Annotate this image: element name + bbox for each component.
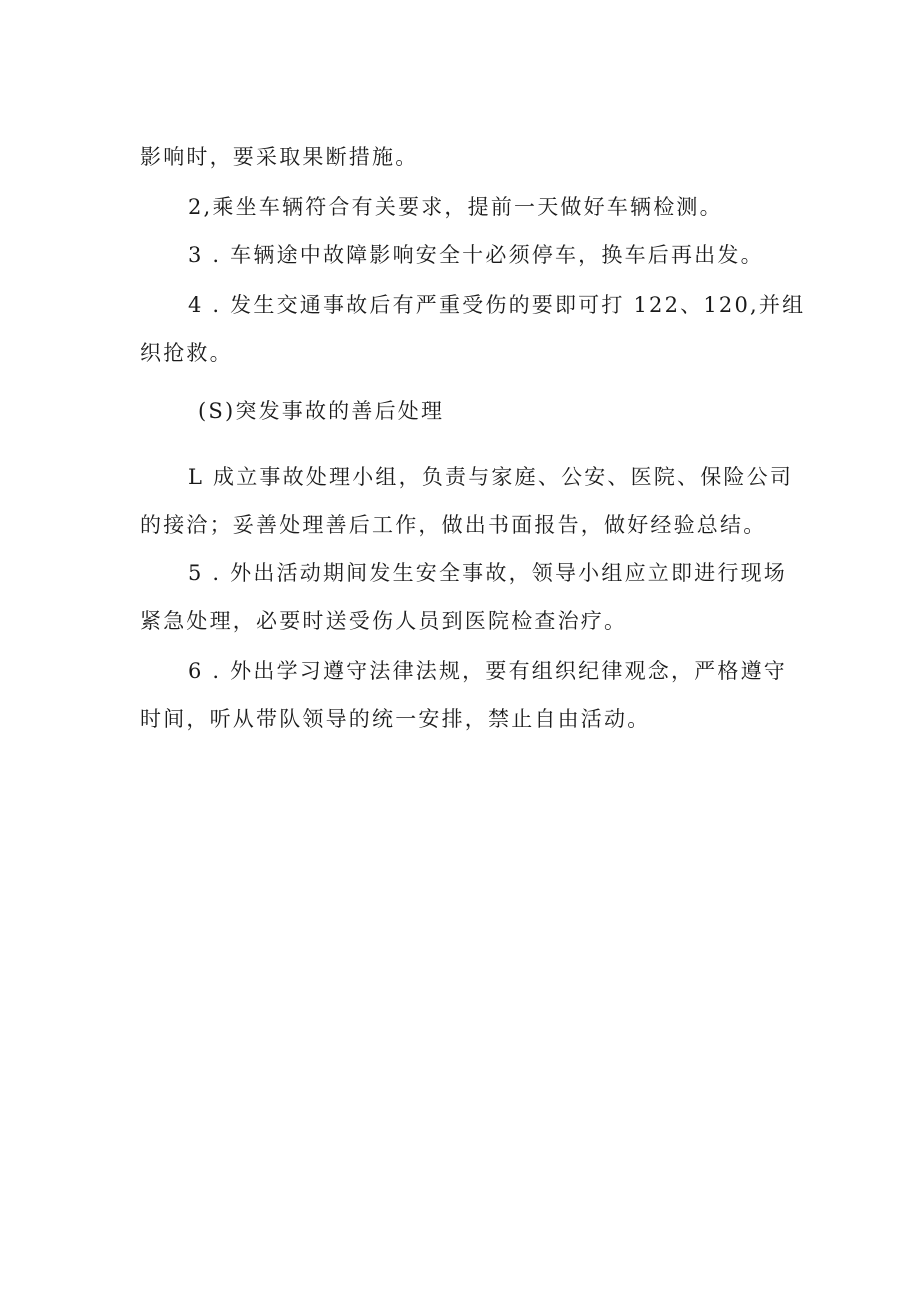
paragraph-line: 5 . 外出活动期间发生安全事故，领导小组应立即进行现场 bbox=[188, 561, 787, 585]
section-heading: (S)突发事故的善后处理 bbox=[198, 399, 445, 423]
paragraph-line: 时间，听从带队领导的统一安排，禁止自由活动。 bbox=[140, 707, 651, 731]
paragraph-line: 2,乘坐车辆符合有关要求，提前一天做好车辆检测。 bbox=[188, 195, 723, 219]
paragraph-line: 紧急处理，必要时送受伤人员到医院检查治疗。 bbox=[140, 609, 628, 633]
paragraph-line: 影响时，要采取果断措施。 bbox=[140, 145, 419, 169]
paragraph-line: 6 . 外出学习遵守法律法规，要有组织纪律观念，严格遵守 bbox=[188, 659, 787, 683]
paragraph-line: 4 . 发生交通事故后有严重受伤的要即可打 122、120,并组 bbox=[188, 293, 806, 317]
paragraph-line: 织抢救。 bbox=[140, 341, 233, 365]
paragraph-line: L 成立事故处理小组，负责与家庭、公安、医院、保险公司 bbox=[188, 465, 794, 489]
paragraph-line: 3 . 车辆途中故障影响安全十必须停车，换车后再出发。 bbox=[188, 243, 764, 267]
paragraph-line: 的接洽；妥善处理善后工作，做出书面报告，做好经验总结。 bbox=[140, 513, 767, 537]
